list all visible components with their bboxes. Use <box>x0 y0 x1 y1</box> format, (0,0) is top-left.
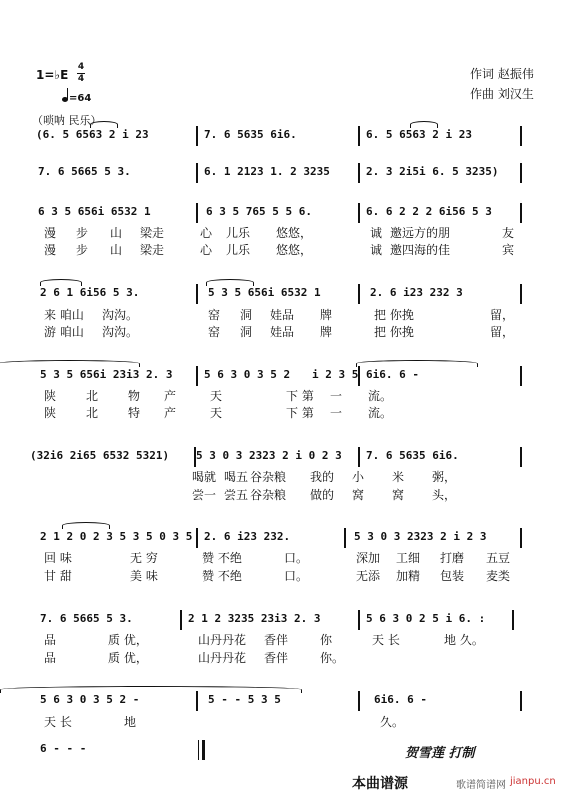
measure: 7. 6 5665 5 3. <box>38 165 131 178</box>
measure: 5 6 3 0 2 5 i 6. : <box>366 612 486 625</box>
measure: 5 6 3 0 3 5 2 <box>204 368 291 381</box>
measure: 5 - - 5 3 5 <box>208 693 281 706</box>
quarter-note-icon <box>62 97 68 102</box>
measure: (6. 5 6563 2 i 23 <box>36 128 149 141</box>
composer: 作曲 刘汉生 <box>470 87 534 101</box>
performance-style: （唢呐 民乐） <box>32 114 102 127</box>
system-7 <box>40 530 524 548</box>
measure: 6i6. 6 - <box>366 368 419 381</box>
meter-top: 4 <box>77 62 85 72</box>
source-label: 本曲谱源 <box>352 776 408 792</box>
system-5 <box>40 368 524 386</box>
lyricist: 作词 赵振伟 <box>470 67 534 81</box>
measure: 6i6. 6 - <box>374 693 427 706</box>
system-9 <box>40 693 524 711</box>
arranger-credit: 贺雪莲 打制 <box>405 746 475 761</box>
measure: 6. 6 2 2 2 6i56 5 3 <box>366 205 492 218</box>
measure: 2. 6 i23 232 3 <box>370 286 463 299</box>
watermark: 歌谱简谱网 <box>456 780 506 791</box>
measure: 7. 6 5665 5 3. <box>40 612 133 625</box>
time-signature <box>77 62 85 85</box>
measure: 2 1 2 0 2 3 5 3 5 0 3 5 <box>40 530 193 543</box>
measure: 5 3 0 3 2323 2 i 0 2 3 <box>196 449 342 462</box>
measure: i 2 3 5 <box>312 368 359 381</box>
measure: 7. 6 5635 6i6. <box>204 128 297 141</box>
system-2 <box>38 165 524 183</box>
measure: 5 3 5 656i 23i3 2. 3 <box>40 368 173 381</box>
system-1 <box>36 128 524 146</box>
measure: 6 3 5 656i 6532 1 <box>38 205 151 218</box>
measure: 2. 6 i23 232. <box>204 530 291 543</box>
measure: 2 1 2 3235 23i3 2. 3 <box>188 612 321 625</box>
measure: 6 - - - <box>40 742 87 755</box>
measure: 7. 6 5635 6i6. <box>366 449 459 462</box>
system-3 <box>38 205 524 223</box>
key-signature: 1=♭E <box>36 68 69 82</box>
tempo-mark <box>62 93 91 104</box>
meter-bottom: 4 <box>77 74 85 84</box>
measure: 6. 1 2123 1. 2 3235 <box>204 165 330 178</box>
watermark-url: jianpu.cn <box>510 776 556 787</box>
credits <box>470 64 534 104</box>
measure: 6. 5 6563 2 i 23 <box>366 128 472 141</box>
measure: 2 6 1 6i56 5 3. <box>40 286 140 299</box>
measure: 5 6 3 0 3 5 2 - <box>40 693 140 706</box>
system-4 <box>40 286 524 304</box>
system-8 <box>40 612 524 630</box>
measure: 5 3 5 656i 6532 1 <box>208 286 321 299</box>
measure: 6 3 5 765 5 5 6. <box>206 205 312 218</box>
measure: 5 3 0 3 2323 2 i 2 3 <box>354 530 487 543</box>
measure: (32i6 2i65 6532 5321) <box>30 449 170 462</box>
tempo-value: =64 <box>69 93 92 104</box>
measure: 2. 3 2i5i 6. 5 3235) <box>366 165 499 178</box>
system-6 <box>30 449 524 467</box>
